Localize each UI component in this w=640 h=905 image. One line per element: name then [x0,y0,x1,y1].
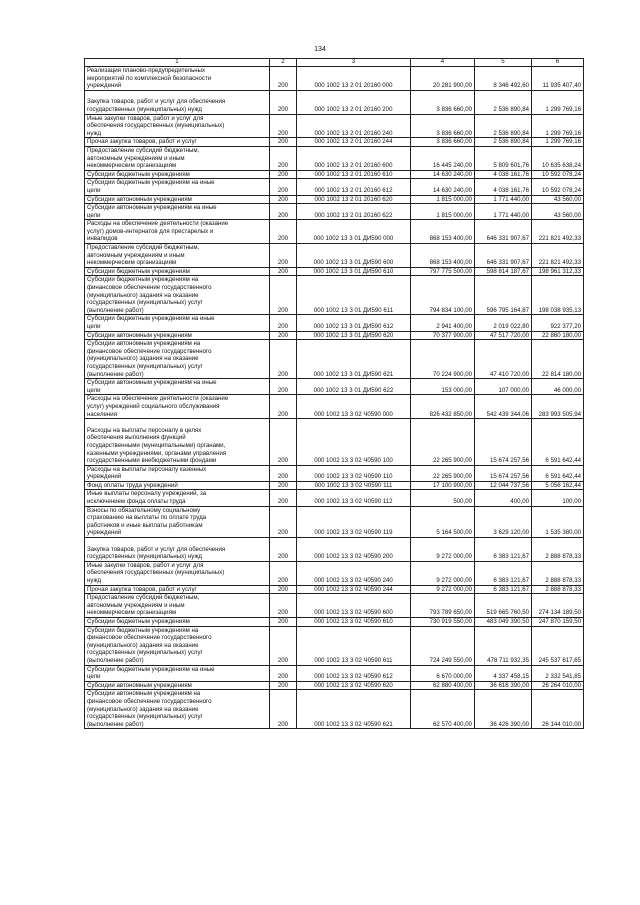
row-approved-cell: 1 815 000,00 [411,204,475,220]
row-executed-cell: 2 536 890,84 [475,90,532,114]
row-code-cell: 000 1002 13 3 02 Ч0590 110 [297,465,411,481]
row-executed-cell: 8 346 492,60 [475,67,532,91]
row-code-cell: 000 1002 13 3 02 Ч0590 244 [297,585,411,594]
row-unexecuted-cell: 2 888 878,33 [532,538,584,562]
row-code-cell: 000 1002 13 2 01 20160 244 [297,138,411,147]
row-group-cell: 200 [270,267,297,276]
row-executed-cell: 519 665 760,50 [475,594,532,618]
row-group-cell: 200 [270,244,297,268]
row-code-cell: 000 1002 13 3 02 Ч0590 610 [297,617,411,626]
row-unexecuted-cell: 1 299 769,16 [532,90,584,114]
row-group-cell: 200 [270,90,297,114]
row-code-cell: 000 1002 13 3 01 ДИ590 622 [297,379,411,395]
table-row [85,617,584,626]
column-header-2: 2 [270,59,297,67]
row-approved-cell: 9 272 000,00 [411,585,475,594]
row-group-cell: 200 [270,465,297,481]
row-name-cell: Закупка товаров, работ и услуг для обеспечения государственных (муниципальных) нужд [85,538,270,562]
row-unexecuted-cell: 10 592 078,24 [532,170,584,179]
row-executed-cell: 15 674 257,56 [475,419,532,466]
row-name-cell: Субсидии автономным учреждениям на финансовое обеспечение государственного (муниципального) задания на оказание государственных (муниципальных) услуг (выполнение работ) [85,340,270,379]
row-executed-cell: 15 674 257,56 [475,465,532,481]
table-row [85,626,584,665]
row-unexecuted-cell: 6 591 642,44 [532,465,584,481]
table-row [85,561,584,585]
row-unexecuted-cell: 43 560,00 [532,195,584,204]
row-executed-cell: 596 795 164,87 [475,276,532,315]
row-name-cell: Субсидии бюджетным учреждениям [85,617,270,626]
row-group-cell: 200 [270,220,297,244]
row-name-cell: Реализация планово-предупредительных мероприятий по комплексной безопасности учреждений [85,67,270,91]
column-header-4: 4 [411,59,475,67]
row-group-cell: 200 [270,204,297,220]
row-executed-cell: 542 439 344,06 [475,395,532,419]
row-group-cell: 200 [270,538,297,562]
row-unexecuted-cell: 221 821 492,33 [532,244,584,268]
row-name-cell: Субсидии бюджетным учреждениям на иные цели [85,315,270,331]
row-code-cell: 000 1002 13 3 02 Ч0590 600 [297,594,411,618]
row-code-cell: 000 1002 13 2 01 20160 240 [297,114,411,138]
row-name-cell: Субсидии автономным учреждениям на иные цели [85,204,270,220]
row-executed-cell: 598 814 187,67 [475,267,532,276]
row-approved-cell: 14 630 240,00 [411,179,475,195]
row-approved-cell: 22 265 900,00 [411,419,475,466]
row-group-cell: 200 [270,690,297,729]
row-group-cell: 200 [270,331,297,340]
table-row [85,138,584,147]
table-row [85,67,584,91]
table-row [85,594,584,618]
table-row [85,267,584,276]
row-executed-cell: 107 000,00 [475,379,532,395]
row-unexecuted-cell: 11 935 407,40 [532,67,584,91]
row-group-cell: 200 [270,67,297,91]
table-row [85,204,584,220]
row-name-cell: Субсидии бюджетным учреждениям на иные цели [85,665,270,681]
row-unexecuted-cell: 283 993 505,94 [532,395,584,419]
row-group-cell: 200 [270,665,297,681]
row-group-cell: 200 [270,594,297,618]
row-group-cell: 200 [270,170,297,179]
row-code-cell: 000 1002 13 2 01 20160 600 [297,146,411,170]
table-row [85,315,584,331]
row-name-cell: Прочая закупка товаров, работ и услуг [85,138,270,147]
row-approved-cell: 797 775 500,00 [411,267,475,276]
row-executed-cell: 478 711 932,35 [475,626,532,665]
table-row [85,244,584,268]
table-row [85,195,584,204]
row-code-cell: 000 1002 13 3 02 Ч0590 611 [297,626,411,665]
table-row [85,340,584,379]
row-code-cell: 000 1002 13 3 02 Ч0590 612 [297,665,411,681]
table-row [85,665,584,681]
row-code-cell: 000 1002 13 2 01 20160 622 [297,204,411,220]
row-approved-cell: 9 272 000,00 [411,538,475,562]
row-executed-cell: 1 771 440,00 [475,204,532,220]
row-code-cell: 000 1002 13 2 01 20160 610 [297,170,411,179]
row-unexecuted-cell: 26 264 010,00 [532,681,584,690]
row-approved-cell: 153 000,00 [411,379,475,395]
row-code-cell: 000 1002 13 3 02 Ч0590 621 [297,690,411,729]
row-name-cell: Субсидии бюджетным учреждениям на иные цели [85,179,270,195]
row-executed-cell: 4 337 458,15 [475,665,532,681]
row-name-cell: Субсидии бюджетным учреждениям на финансовое обеспечение государственного (муниципального) задания на оказание государственных (муниципальных) услуг (выполнение работ) [85,626,270,665]
table-row [85,481,584,490]
row-group-cell: 200 [270,114,297,138]
row-code-cell: 000 1002 13 3 01 ДИ590 612 [297,315,411,331]
row-name-cell: Иные закупки товаров, работ и услуг для обеспечения государственных (муниципальных) нужд [85,561,270,585]
row-group-cell: 200 [270,490,297,506]
row-executed-cell: 47 410 720,00 [475,340,532,379]
row-executed-cell: 3 629 120,00 [475,506,532,537]
table-row [85,681,584,690]
row-name-cell: Фонд оплаты труда учреждений [85,481,270,490]
row-approved-cell: 20 281 900,00 [411,67,475,91]
row-code-cell: 000 1002 13 3 02 Ч0590 620 [297,681,411,690]
row-code-cell: 000 1002 13 3 02 Ч0590 112 [297,490,411,506]
row-unexecuted-cell: 2 888 878,33 [532,585,584,594]
row-unexecuted-cell: 26 144 010,00 [532,690,584,729]
row-unexecuted-cell: 22 814 180,00 [532,340,584,379]
row-group-cell: 200 [270,138,297,147]
row-code-cell: 000 1002 13 2 01 20160 000 [297,67,411,91]
row-group-cell: 200 [270,419,297,466]
row-group-cell: 200 [270,681,297,690]
table-row [85,419,584,466]
row-approved-cell: 16 445 240,00 [411,146,475,170]
row-code-cell: 000 1002 13 2 01 20160 200 [297,90,411,114]
row-approved-cell: 500,00 [411,490,475,506]
row-executed-cell: 646 331 907,67 [475,244,532,268]
row-name-cell: Субсидии бюджетным учреждениям [85,170,270,179]
table-body [85,67,584,729]
row-executed-cell: 2 536 890,84 [475,138,532,147]
row-approved-cell: 9 272 000,00 [411,561,475,585]
column-header-3: 3 [297,59,411,67]
row-name-cell: Иные закупки товаров, работ и услуг для обеспечения государственных (муниципальных) нужд [85,114,270,138]
row-name-cell: Субсидии автономным учреждениям на финансовое обеспечение государственного (муниципального) задания на оказание государственных (муниципальных) услуг (выполнение работ) [85,690,270,729]
table-row [85,538,584,562]
table-row [85,179,584,195]
row-unexecuted-cell: 2 332 541,85 [532,665,584,681]
row-name-cell: Иные выплаты персоналу учреждений, за исключением фонда оплаты труда [85,490,270,506]
column-header-1: 1 [85,59,270,67]
table-row [85,114,584,138]
row-approved-cell: 17 100 900,00 [411,481,475,490]
row-code-cell: 000 1002 13 3 02 Ч0590 200 [297,538,411,562]
row-code-cell: 000 1002 13 3 01 ДИ590 620 [297,331,411,340]
row-approved-cell: 793 789 650,00 [411,594,475,618]
row-approved-cell: 62 570 400,00 [411,690,475,729]
row-unexecuted-cell: 10 592 078,24 [532,179,584,195]
row-unexecuted-cell: 2 888 878,33 [532,561,584,585]
row-code-cell: 000 1002 13 3 01 ДИ590 610 [297,267,411,276]
table-row [85,276,584,315]
row-name-cell: Субсидии автономным учреждениям [85,681,270,690]
row-unexecuted-cell: 247 870 159,50 [532,617,584,626]
row-approved-cell: 730 919 550,00 [411,617,475,626]
row-unexecuted-cell: 6 591 642,44 [532,419,584,466]
row-name-cell: Расходы на обеспечение деятельности (оказание услуг) учреждений социального обслуживания населения [85,395,270,419]
table-row [85,170,584,179]
row-approved-cell: 1 815 000,00 [411,195,475,204]
row-name-cell: Расходы на обеспечение деятельности (оказание услуг) домов-интернатов для престарелых и инвалидов [85,220,270,244]
row-group-cell: 200 [270,179,297,195]
table-row [85,395,584,419]
table-row [85,331,584,340]
row-unexecuted-cell: 10 635 638,24 [532,146,584,170]
row-code-cell: 000 1002 13 3 01 ДИ590 621 [297,340,411,379]
row-executed-cell: 6 383 121,67 [475,561,532,585]
row-group-cell: 200 [270,585,297,594]
row-name-cell: Взносы по обязательному социальному страхованию на выплаты по оплате труда работников и иные выплаты работникам учреждений [85,506,270,537]
row-group-cell: 200 [270,506,297,537]
row-name-cell: Расходы на выплаты персоналу в целях обеспечения выполнения функций государственными (муниципальными) органами, казенными учреждениями, органами управления государственными внебюджетными фондами [85,419,270,466]
table-row [85,506,584,537]
row-name-cell: Расходы на выплаты персоналу казенных учреждений [85,465,270,481]
row-group-cell: 200 [270,379,297,395]
row-approved-cell: 2 941 400,00 [411,315,475,331]
row-name-cell: Предоставление субсидий бюджетным, автономным учреждениям и иным некоммерческим организациям [85,146,270,170]
row-approved-cell: 70 224 900,00 [411,340,475,379]
row-approved-cell: 6 670 000,00 [411,665,475,681]
row-unexecuted-cell: 198 038 935,13 [532,276,584,315]
table-header [85,59,584,67]
table-row [85,585,584,594]
row-executed-cell: 4 038 161,76 [475,179,532,195]
row-group-cell: 200 [270,146,297,170]
row-group-cell: 200 [270,315,297,331]
row-approved-cell: 826 432 850,00 [411,395,475,419]
row-unexecuted-cell: 1 535 380,00 [532,506,584,537]
row-code-cell: 000 1002 13 3 02 Ч0590 119 [297,506,411,537]
table-row [85,90,584,114]
row-name-cell: Предоставление субсидий бюджетным, автономным учреждениям и иным некоммерческим организациям [85,244,270,268]
row-executed-cell: 5 809 601,76 [475,146,532,170]
row-executed-cell: 4 038 161,76 [475,170,532,179]
row-executed-cell: 12 044 737,56 [475,481,532,490]
row-code-cell: 000 1002 13 3 01 ДИ590 600 [297,244,411,268]
page-number: 134 [314,46,326,53]
row-executed-cell: 36 426 390,00 [475,690,532,729]
row-executed-cell: 483 049 390,50 [475,617,532,626]
row-code-cell: 000 1002 13 3 02 Ч0590 100 [297,419,411,466]
row-group-cell: 200 [270,481,297,490]
row-executed-cell: 646 331 907,67 [475,220,532,244]
column-header-6: 6 [532,59,584,67]
row-executed-cell: 36 616 390,00 [475,681,532,690]
row-approved-cell: 62 880 400,00 [411,681,475,690]
row-code-cell: 000 1002 13 3 01 ДИ590 000 [297,220,411,244]
row-name-cell: Субсидии автономным учреждениям [85,195,270,204]
row-unexecuted-cell: 43 560,00 [532,204,584,220]
row-group-cell: 200 [270,276,297,315]
row-unexecuted-cell: 5 056 162,44 [532,481,584,490]
row-approved-cell: 724 249 550,00 [411,626,475,665]
row-code-cell: 000 1002 13 2 01 20160 612 [297,179,411,195]
row-group-cell: 200 [270,617,297,626]
row-code-cell: 000 1002 13 3 01 ДИ590 611 [297,276,411,315]
row-unexecuted-cell: 1 299 769,16 [532,114,584,138]
row-unexecuted-cell: 274 134 189,50 [532,594,584,618]
row-approved-cell: 70 377 900,00 [411,331,475,340]
row-name-cell: Предоставление субсидий бюджетным, автономным учреждениям и иным некоммерческим организациям [85,594,270,618]
row-name-cell: Прочая закупка товаров, работ и услуг [85,585,270,594]
table-row [85,465,584,481]
row-approved-cell: 22 265 900,00 [411,465,475,481]
row-unexecuted-cell: 46 000,00 [532,379,584,395]
row-executed-cell: 2 536 890,84 [475,114,532,138]
table-row [85,379,584,395]
budget-table [84,58,584,729]
row-group-cell: 200 [270,195,297,204]
row-unexecuted-cell: 198 961 312,33 [532,267,584,276]
row-code-cell: 000 1002 13 3 02 Ч0590 240 [297,561,411,585]
row-approved-cell: 3 836 660,00 [411,90,475,114]
row-executed-cell: 1 771 440,00 [475,195,532,204]
row-approved-cell: 868 153 400,00 [411,244,475,268]
row-approved-cell: 868 153 400,00 [411,220,475,244]
table-row [85,146,584,170]
row-group-cell: 200 [270,395,297,419]
column-header-5: 5 [475,59,532,67]
row-executed-cell: 47 517 720,00 [475,331,532,340]
table-row [85,490,584,506]
row-unexecuted-cell: 1 299 769,16 [532,138,584,147]
row-approved-cell: 794 834 100,00 [411,276,475,315]
row-unexecuted-cell: 245 537 617,65 [532,626,584,665]
header-row [85,59,584,67]
row-name-cell: Субсидии бюджетным учреждениям на финансовое обеспечение государственного (муниципального) задания на оказание государственных (муниципальных) услуг (выполнение работ) [85,276,270,315]
row-approved-cell: 3 836 660,00 [411,114,475,138]
row-name-cell: Субсидии автономным учреждениям [85,331,270,340]
row-approved-cell: 5 164 500,00 [411,506,475,537]
row-unexecuted-cell: 22 860 180,00 [532,331,584,340]
row-group-cell: 200 [270,561,297,585]
row-executed-cell: 6 383 121,67 [475,585,532,594]
row-executed-cell: 400,00 [475,490,532,506]
row-name-cell: Субсидии бюджетным учреждениям [85,267,270,276]
row-unexecuted-cell: 100,00 [532,490,584,506]
row-unexecuted-cell: 922 377,20 [532,315,584,331]
row-approved-cell: 3 836 660,00 [411,138,475,147]
row-executed-cell: 2 019 022,80 [475,315,532,331]
row-code-cell: 000 1002 13 3 02 Ч0590 000 [297,395,411,419]
row-group-cell: 200 [270,626,297,665]
table-row [85,220,584,244]
table-row [85,690,584,729]
row-name-cell: Субсидии автономным учреждениям на иные цели [85,379,270,395]
row-code-cell: 000 1002 13 3 02 Ч0590 111 [297,481,411,490]
row-code-cell: 000 1002 13 2 01 20160 620 [297,195,411,204]
row-name-cell: Закупка товаров, работ и услуг для обеспечения государственных (муниципальных) нужд [85,90,270,114]
row-executed-cell: 6 383 121,67 [475,538,532,562]
row-unexecuted-cell: 221 821 492,33 [532,220,584,244]
row-group-cell: 200 [270,340,297,379]
row-approved-cell: 14 630 240,00 [411,170,475,179]
